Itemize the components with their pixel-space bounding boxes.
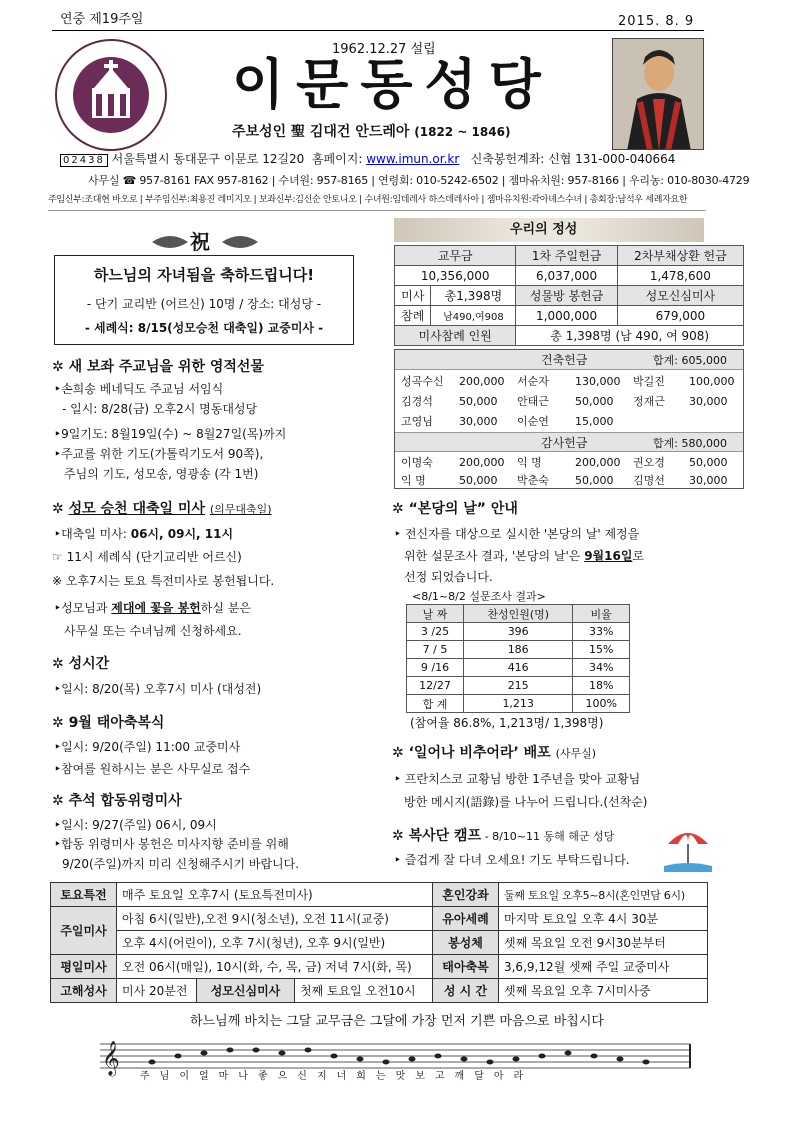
sched-label: 주일미사 bbox=[51, 907, 117, 955]
sec-bishop-l3: 9일기도: 8월19일(수) ~ 8월27일(목)까지 bbox=[61, 427, 287, 441]
sec-assumption-l4-bold: 제대에 꽃을 봉헌 bbox=[111, 601, 201, 615]
offer-h-2: 2차부채상환 헌금 bbox=[617, 246, 743, 266]
sched-value: 3,6,9,12월 셋째 주일 교중미사 bbox=[498, 955, 707, 979]
sec-memorial-line: ‣합동 위령미사 봉헌은 미사지향 준비를 위해 bbox=[54, 837, 289, 851]
sec-holyhour-l1: 일시: 8/20(목) 오후7시 미사 (대성전) bbox=[61, 682, 262, 696]
offer-r3-3: 성모신심미사 bbox=[617, 286, 743, 306]
building-row bbox=[395, 412, 743, 432]
donor-amount: 130,000 bbox=[575, 375, 621, 388]
patron-portrait bbox=[612, 38, 704, 150]
thanks-title: 감사헌금 bbox=[541, 436, 588, 450]
offering-banner-text: 우리의 정성 bbox=[510, 222, 578, 237]
sec-camp-l1: 즐겁게 잘 다녀 오세요! 기도 부탁드립니다. bbox=[404, 853, 630, 867]
star-icon: ✲ bbox=[52, 359, 64, 375]
homepage-link[interactable]: www.imun.or.kr bbox=[366, 152, 460, 166]
sched-label: 유아세례 bbox=[432, 907, 498, 931]
star-icon: ✲ bbox=[52, 715, 64, 731]
patron-years: (1822 ~ 1846) bbox=[414, 125, 511, 139]
donor-amount: 30,000 bbox=[689, 474, 728, 487]
survey-head: 비율 bbox=[573, 605, 630, 623]
staff-line: 주임신부:조대현 바오로 | 부주임신부:최용진 레미지오 | 보좌신부:김신순 안토니오 | 수녀원:임데레사 하스데레사아 | 젬마유치원:곽아녜스수녀 | 총회장:남석우 세례자요한 bbox=[48, 195, 688, 205]
sec-bishop-line: ‣손희송 베네딕도 주교님 서임식 bbox=[54, 382, 224, 396]
survey-cell: 15% bbox=[573, 641, 630, 659]
survey-cell: 18% bbox=[573, 677, 630, 695]
donor-amount: 200,000 bbox=[459, 456, 505, 469]
offer-v-2: 1,478,600 bbox=[617, 266, 743, 286]
building-title: 건축헌금 bbox=[541, 353, 588, 367]
beach-umbrella-icon bbox=[664, 826, 712, 872]
star-icon: ✲ bbox=[52, 501, 64, 517]
sec-camp-title bbox=[392, 829, 614, 843]
survey-cell: 416 bbox=[464, 659, 573, 677]
building-total: 합계: 605,000 bbox=[653, 354, 727, 367]
building-row bbox=[395, 392, 743, 412]
contact-line-1 bbox=[60, 153, 675, 166]
contact-line-2: 사무실 ☎ 957-8161 FAX 957-8162 | 수녀원: 957-8165 | 연령회: 010-5242-6502 | 젬마유치원: 957-8166 | 우리농: 010-8030-4729 bbox=[88, 174, 750, 187]
sec-arise-title-text: ‘일어나 비추어라’ 배포 bbox=[408, 745, 551, 761]
donor-name: 이순연 bbox=[517, 415, 549, 428]
sec-fetal-title-text: 9월 태아축복식 bbox=[68, 715, 165, 731]
thanks-total: 합계: 580,000 bbox=[653, 437, 727, 450]
sec-assumption-line bbox=[52, 551, 242, 563]
sec-bishop-l2: - 일시: 8/28(금) 오후2시 명동대성당 bbox=[62, 402, 258, 416]
baptism-headline: 하느님의 자녀됨을 축하드립니다! bbox=[93, 266, 315, 284]
sched-value: 셋째 목요일 오전 9시30분부터 bbox=[498, 931, 707, 955]
survey-head: 찬성인원(명) bbox=[464, 605, 573, 623]
sec-bishop-line: ‣9일기도: 8월19일(수) ~ 8월27일(목)까지 bbox=[54, 427, 287, 441]
building-header bbox=[395, 350, 743, 370]
survey-caption: <8/1~8/2 설문조사 결과> bbox=[412, 590, 546, 603]
sec-fetal-l2: 참여를 원하시는 분은 사무실로 접수 bbox=[61, 762, 251, 776]
sec-fetal-title bbox=[52, 716, 164, 730]
offer-r3-1: 총1,398명 bbox=[431, 286, 516, 306]
donor-name: 김경석 bbox=[401, 395, 433, 408]
donor-name: 박춘숙 bbox=[517, 474, 549, 487]
survey-cell: 9 /16 bbox=[407, 659, 464, 677]
sec-parishday-l1: 전신자를 대상으로 실시한 '본당의 날' 제정을 bbox=[404, 527, 640, 541]
donor-name: 익 명 bbox=[517, 456, 542, 469]
donor-amount: 50,000 bbox=[459, 395, 498, 408]
hymn-lyrics: 주님이얼마나좋으신지너희는맛보고깨달아라 bbox=[140, 1071, 534, 1082]
week-label: 연중 제19주일 bbox=[60, 12, 144, 27]
hymn-title: 하느님께 바치는 그달 교무금은 그달에 가장 먼저 기쁜 마음으로 바칩시다 bbox=[190, 1014, 604, 1029]
donor-name: 박길진 bbox=[633, 375, 665, 388]
sec-holyhour-title bbox=[52, 657, 109, 671]
sched-value: 미사 20분전 bbox=[117, 979, 197, 1003]
patron-saint bbox=[232, 125, 510, 139]
sched-label: 성 시 간 bbox=[432, 979, 498, 1003]
sched-label: 평일미사 bbox=[51, 955, 117, 979]
header-separator bbox=[48, 210, 706, 211]
survey-cell: 12/27 bbox=[407, 677, 464, 695]
header-rule bbox=[52, 30, 704, 31]
pointing-hand-icon: ☞ bbox=[52, 550, 63, 564]
sec-assumption-line: ‣대축일 미사: 06시, 09시, 11시 bbox=[54, 527, 234, 541]
sec-holyhour-line: ‣일시: 8/20(목) 오후7시 미사 (대성전) bbox=[54, 682, 262, 696]
donor-name: 안태근 bbox=[517, 395, 549, 408]
offer-h-1: 1차 주일헌금 bbox=[516, 246, 617, 266]
postal-code: 02438 bbox=[60, 154, 108, 167]
bank-account: 신축봉헌계좌: 신협 131-000-040664 bbox=[470, 152, 676, 166]
offer-r3-2: 성물방 봉헌금 bbox=[516, 286, 617, 306]
survey-cell: 33% bbox=[573, 623, 630, 641]
sec-parishday-title bbox=[392, 502, 518, 516]
svg-text:𝄞: 𝄞 bbox=[102, 1041, 120, 1076]
offer-r5-1: 총 1,398명 (남 490, 여 908) bbox=[516, 326, 744, 346]
sec-memorial-line: ‣일시: 9/27(주일) 06시, 09시 bbox=[54, 818, 217, 832]
sec-camp-title-text: 복사단 캠프 bbox=[408, 828, 482, 844]
sched-value: 매주 토요일 오후7시 (토요특전미사) bbox=[117, 883, 433, 907]
sched-value: 마지막 토요일 오후 4시 30분 bbox=[498, 907, 707, 931]
sched-label: 성모신심미사 bbox=[197, 979, 295, 1003]
offering-banner bbox=[394, 218, 704, 242]
thanks-row bbox=[395, 471, 743, 491]
sched-value: 첫째 토요일 오전10시 bbox=[295, 979, 433, 1003]
sched-value: 둘째 토요일 오후5~8시(혼인면담 6시) bbox=[498, 883, 707, 907]
sec-camp-title-small: - 8/10~11 동해 해군 성당 bbox=[481, 830, 615, 843]
sched-label: 봉성체 bbox=[432, 931, 498, 955]
donor-amount: 15,000 bbox=[575, 415, 614, 428]
star-icon: ✲ bbox=[52, 793, 64, 809]
sec-assumption-l2: 11시 세례식 (단기교리반 어르신) bbox=[66, 550, 242, 564]
survey-cell: 186 bbox=[464, 641, 573, 659]
survey-cell: 1,213 bbox=[464, 695, 573, 713]
survey-cell: 100% bbox=[573, 695, 630, 713]
baptism-date: - 세례식: 8/15(성모승천 대축일) 교중미사 - bbox=[84, 321, 324, 335]
sec-memorial-title bbox=[52, 794, 182, 808]
sec-assumption-l3: ※ 오후7시는 토요 특전미사로 봉헌됩니다. bbox=[52, 574, 275, 588]
donor-amount: 50,000 bbox=[575, 395, 614, 408]
offer-h-0: 교무금 bbox=[395, 246, 516, 266]
donor-name: 김명선 bbox=[633, 474, 665, 487]
sec-memorial-l3: 9/20(주일)까지 미리 신청해주시기 바랍니다. bbox=[62, 857, 300, 871]
donor-name: 이명숙 bbox=[401, 456, 433, 469]
sched-value: 아침 6시(일반),오전 9시(청소년), 오전 11시(교중) bbox=[117, 907, 433, 931]
offer-r4-2: 1,000,000 bbox=[516, 306, 617, 326]
offer-v-0: 10,356,000 bbox=[395, 266, 516, 286]
donor-name: 고영님 bbox=[401, 415, 433, 428]
offering-table bbox=[394, 245, 744, 346]
sched-value: 오후 4시(어린이), 오후 7시(청년), 오후 9시(일반) bbox=[117, 931, 433, 955]
sec-bishop-l1: 손희송 베네딕도 주교님 서임식 bbox=[61, 382, 224, 396]
sec-parishday-l3: 선정 되었습니다. bbox=[404, 570, 493, 584]
offer-r4-1: 남490,여908 bbox=[431, 306, 516, 326]
sec-memorial-l2: 합동 위령미사 봉헌은 미사지향 준비를 위해 bbox=[61, 837, 289, 851]
donor-amount: 100,000 bbox=[689, 375, 735, 388]
sec-fetal-line: ‣참여를 원하시는 분은 사무실로 접수 bbox=[54, 762, 251, 776]
sec-bishop-title-text: 새 보좌 주교님을 위한 영적선물 bbox=[68, 359, 264, 375]
star-icon: ✲ bbox=[52, 656, 64, 672]
survey-note: (참여율 86.8%, 1,213명/ 1,398명) bbox=[410, 716, 604, 730]
sec-bishop-l4: 주교를 위한 기도(가톨릭기도서 90쪽), bbox=[61, 447, 264, 461]
donor-amount: 30,000 bbox=[459, 415, 498, 428]
sec-bishop-l5: 주님의 기도, 성모송, 영광송 (각 1번) bbox=[64, 467, 259, 481]
survey-cell: 396 bbox=[464, 623, 573, 641]
sec-parishday-line: ‣ 전신자를 대상으로 실시한 '본당의 날' 제정을 bbox=[394, 527, 640, 541]
sched-label: 혼인강좌 bbox=[432, 883, 498, 907]
sec-memorial-title-text: 추석 합동위령미사 bbox=[68, 793, 182, 809]
star-icon: ✲ bbox=[392, 745, 404, 761]
donor-name: 익 명 bbox=[401, 474, 426, 487]
building-row bbox=[395, 372, 743, 392]
sec-parishday-l2-pre: 위한 설문조사 결과, '본당의 날'은 bbox=[404, 549, 585, 563]
sec-parishday-line bbox=[404, 550, 644, 562]
sec-parishday-title-text: “본당의 날” 안내 bbox=[408, 501, 518, 517]
offer-r5-0: 미사참례 인원 bbox=[395, 326, 516, 346]
sched-label: 토요특전 bbox=[51, 883, 117, 907]
donor-name: 정재근 bbox=[633, 395, 665, 408]
sec-camp-line: ‣ 즐겁게 잘 다녀 오세요! 기도 부탁드립니다. bbox=[394, 853, 630, 867]
sec-assumption-line: ‣성모님과 제대에 꽃을 봉헌하실 분은 bbox=[54, 601, 251, 615]
star-icon: ✲ bbox=[392, 501, 404, 517]
sched-value: 셋째 목요일 오후 7시미사중 bbox=[498, 979, 707, 1003]
donation-box bbox=[394, 349, 744, 489]
sec-assumption-title-small: (의무대축일) bbox=[209, 503, 272, 516]
thanks-row bbox=[395, 453, 743, 473]
offer-r4-0: 참례 bbox=[395, 306, 431, 326]
sec-arise-l2: 방한 메시지(語錄)를 나누어 드립니다.(선착순) bbox=[404, 795, 648, 809]
sec-parishday-l2-post: 로 bbox=[632, 549, 645, 563]
donor-amount: 50,000 bbox=[575, 474, 614, 487]
sec-arise-line: ‣ 프란치스코 교황님 방한 1주년을 맞아 교황님 bbox=[394, 772, 641, 786]
donor-amount: 50,000 bbox=[459, 474, 498, 487]
sched-label: 고해성사 bbox=[51, 979, 117, 1003]
sec-arise-title-small: (사무실) bbox=[555, 747, 597, 760]
sec-assumption-title-text: 성모 승천 대축일 미사 bbox=[68, 501, 205, 517]
sec-assumption-l1-pre: 대축일 미사: bbox=[61, 527, 131, 541]
star-icon: ✲ bbox=[392, 828, 404, 844]
parish-title: 이문동성당 bbox=[232, 53, 553, 116]
thanks-header bbox=[395, 432, 743, 452]
survey-cell: 7 / 5 bbox=[407, 641, 464, 659]
sched-label: 태아축복 bbox=[432, 955, 498, 979]
sec-fetal-l1: 일시: 9/20(주일) 11:00 교중미사 bbox=[61, 740, 241, 754]
sec-bishop-title bbox=[52, 360, 264, 374]
survey-cell: 3 /25 bbox=[407, 623, 464, 641]
donor-amount: 30,000 bbox=[689, 395, 728, 408]
founded-date: 1962.12.27 설립 bbox=[332, 42, 436, 57]
baptism-notice-box bbox=[54, 255, 354, 345]
survey-table bbox=[406, 604, 630, 713]
offer-v-1: 6,037,000 bbox=[516, 266, 617, 286]
sec-assumption-l5: 사무실 또는 수녀님께 신청하세요. bbox=[64, 624, 242, 638]
issue-date: 2015. 8. 9 bbox=[618, 14, 695, 29]
donor-name: 서순자 bbox=[517, 375, 549, 388]
donor-amount: 200,000 bbox=[459, 375, 505, 388]
offer-r4-3: 679,000 bbox=[617, 306, 743, 326]
sec-assumption-l4-pre: 성모님과 bbox=[61, 601, 112, 615]
baptism-class: - 단기 교리반 (어르신) 10명 / 장소: 대성당 - bbox=[86, 297, 322, 311]
sec-assumption-l4-post: 하실 분은 bbox=[200, 601, 251, 615]
sec-assumption-l1-bold: 06시, 09시, 11시 bbox=[130, 527, 234, 541]
bless-mark: 祝 bbox=[190, 230, 210, 254]
sec-bishop-line: ‣주교를 위한 기도(가톨릭기도서 90쪽), bbox=[54, 447, 264, 461]
homepage-label: 홈페이지: bbox=[311, 152, 363, 166]
parish-logo bbox=[54, 38, 168, 152]
sec-assumption-title bbox=[52, 502, 272, 516]
sched-value: 오전 06시(매일), 10시(화, 수, 목, 금) 저녁 7시(화, 목) bbox=[117, 955, 433, 979]
donor-name: 권오경 bbox=[633, 456, 665, 469]
address: 서울특별시 동대문구 이문로 12길20 bbox=[111, 152, 305, 166]
sec-holyhour-title-text: 성시간 bbox=[68, 656, 110, 672]
sec-memorial-l1: 일시: 9/27(주일) 06시, 09시 bbox=[61, 818, 217, 832]
sec-arise-l1: 프란치스코 교황님 방한 1주년을 맞아 교황님 bbox=[404, 772, 641, 786]
donor-amount: 50,000 bbox=[689, 456, 728, 469]
sec-fetal-line: ‣일시: 9/20(주일) 11:00 교중미사 bbox=[54, 740, 241, 754]
survey-cell: 215 bbox=[464, 677, 573, 695]
offer-r3-0: 미사 bbox=[395, 286, 431, 306]
donor-name: 성곡수신 bbox=[401, 375, 444, 388]
survey-cell: 34% bbox=[573, 659, 630, 677]
mass-schedule-table bbox=[50, 882, 708, 1003]
sec-parishday-l2-bold: 9월16일 bbox=[584, 549, 633, 563]
patron-name: 주보성인 聖 김대건 안드레아 bbox=[232, 124, 410, 140]
survey-head: 날 짜 bbox=[407, 605, 464, 623]
donor-amount: 200,000 bbox=[575, 456, 621, 469]
survey-cell: 합 계 bbox=[407, 695, 464, 713]
sec-arise-title bbox=[392, 746, 596, 760]
